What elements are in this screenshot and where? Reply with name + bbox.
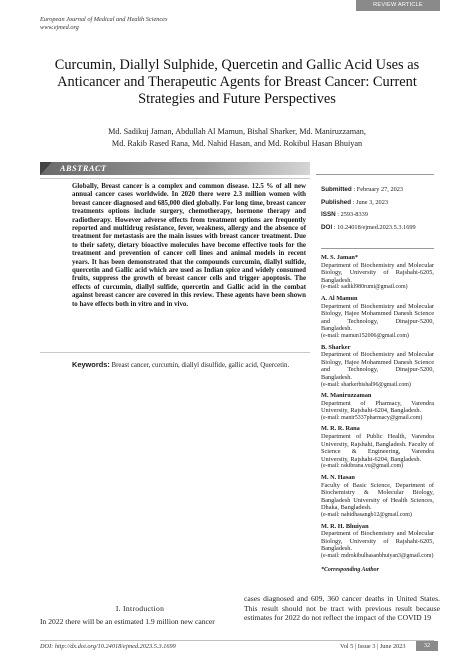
abstract-text: Globally, Breast cancer is a complex and common disease. 12.5 % of all new annual cancer cases worldwide. In 2020 there were 2.3 million women with breast cancer diagnosed and 685,000 died globally. For long time, breast cancer treatments options include surgery, chemotherapy, hormone therapy and radiotherapy. However adverse effects from treatment options are frequently reported and multidrug resistance, fever, weakness, allergy and the absence of treatment for metastasis are the main issues with breast cancer treatment. Due to their safety, dietary bioactive molecules have become effective tools for the treatment and prevention of cancer cell lines and animal models in recent years. It has been demonstrated that the compounds curcumin, diallyl sulfide, quercetin and Gallic acid which are used as Indian spice and widely consumed fruits, suppress the growth of breast cancer cells and trigger apoptosis. The effects of curcumin, diallyl sulfide, quercetin and Gallic acid in the combat against breast cancer are covered in this review. These agents have been shown to have effects both in vitro and in vivo.	[72, 183, 306, 308]
email-link[interactable]: (e-mail: sharkerbishal96@gmail.com)	[321, 381, 411, 388]
journal-header	[40, 16, 167, 32]
journal-name: European Journal of Medical and Health Sciences	[40, 16, 168, 23]
email-link[interactable]: (e-mail: mamun152006@gmail.com)	[321, 332, 409, 339]
keywords-label: Keywords:	[72, 360, 110, 369]
affiliation-item: M. S. Jaman* Department of Biochemistry and Molecular Biology, University of Rajshahi-6205, Bangladesh. (e-mail: sadikl980rumi@gmail.com)	[321, 254, 434, 291]
footer-volume: Vol 5 | Issue 3 | June 2023	[340, 643, 406, 650]
email-link[interactable]: (e-mail: rakibrana.vu@gmail.com)	[321, 463, 404, 470]
author-line: Md. Rakib Rased Rana, Md. Nahid Hasan, and Md. Rokibul Hasan Bhuiyan	[111, 139, 363, 148]
email-link[interactable]: (e-mail: mdrokibulhasanbhuiyan3@gmail.com)	[321, 552, 434, 559]
banner-corner	[40, 162, 52, 175]
date-row-issn: ISSN : 2593-8339	[321, 211, 368, 219]
affiliation-item: A. Al Mamun Department of Biochemistry and Molecular Biology, Hajee Mohammed Danesh Science and Technology, Dinajpur-5200, Bangladesh. (e-mail: mamun152006@gmail.com)	[321, 294, 434, 339]
section-heading-introduction: I. Introduction	[115, 604, 165, 613]
author-list	[60, 126, 414, 150]
email-link[interactable]: (e-mail: nahidhasangb12@gmail.com)	[321, 512, 412, 518]
sidebar-top-rule	[316, 162, 434, 175]
affiliation-item: B. Sharker Department of Biochemistry and Molecular Biology, Hajee Mohammed Danesh Science and Technology, Dinajpur-5200, Bangladesh. (e-mail: sharkerbishal96@gmail.com)	[321, 343, 434, 388]
journal-url[interactable]: www.ejmed.org	[40, 24, 79, 31]
date-row-doi[interactable]: DOI : 10.24018/ejmed.2023.5.3.1699	[321, 223, 416, 231]
page-number: 32	[416, 641, 438, 651]
affiliation-item: M. Maniruzzaman Department of Pharmacy, Varendra University, Rajshahi-6204, Bangladesh. (e-mail: manir5337pharmacy@gmail.com)	[321, 392, 434, 421]
date-row-submitted: Submitted : February 27, 2023	[321, 186, 404, 193]
email-link[interactable]: (e-mail: manir5337pharmacy@gmail.com)	[321, 414, 423, 421]
email-link[interactable]: (e-mail: sadikl980rumi@gmail.com)	[321, 284, 408, 291]
footer-doi-link[interactable]: DOI: http://dx.doi.org/10.24018/ejmed.2023.5.3.1699	[40, 643, 176, 650]
date-row-published: Published : June 3, 2023	[321, 198, 389, 206]
paper-title: Curcumin, Diallyl Sulphide, Quercetin and Gallic Acid Uses as Anticancer and Therapeutic Agents for Breast Cancer: Current Strategies and Future Perspectives	[54, 57, 420, 107]
affiliation-item: M. R. R. Rana Department of Public Health, Varendra University, Rajshahi, Bangladesh. Faculty of Science & Engineering, Varendra University, Rajshahi-6204, Bangladesh. (e-mail: rakibrana.vu@gmail.com)	[321, 425, 434, 470]
keywords-text: Breast cancer, curcumin, diallyl disulfide, gallic acid, Quercetin.	[111, 362, 290, 369]
corresponding-author-note: *Corresponding Author	[321, 566, 379, 573]
introduction-text: In 2022 there will be an estimated 1.9 million new cancer	[40, 617, 215, 626]
article-type-badge: REVIEW ARTICLE	[356, 0, 440, 11]
affiliation-item: M. R. H. Bhuiyan Department of Biochemistry and Molecular Biology, University of Rajshahi-6205, Bangladesh. (e-mail: mdrokibulhasanbhuiyan3@gmail.com)	[321, 522, 434, 559]
affiliation-item: M. N. Hasan Faculty of Basic Science, Department of Biochemistry & Molecular Biology, Bangladesh University of Health Sciences, Dhaka, Bangladesh. (e-mail: nahidhasangb12@gmail.com)	[321, 474, 434, 518]
sidebar-divider	[321, 248, 434, 249]
keywords	[72, 361, 308, 371]
author-affiliations	[321, 254, 434, 574]
column-two-text: cases diagnosed and 609, 360 cancer deaths in United States. This result should not be tract with previous result because estimates for 2022 do not reflect the impact of the COVID 19	[244, 594, 440, 623]
footer-rule	[40, 640, 434, 641]
author-line: Md. Sadikuj Jaman, Abdullah Al Mamun, Bishal Sharker, Md. Maniruzzaman,	[108, 127, 366, 136]
abstract-heading: ABSTRACT	[60, 164, 107, 173]
publication-dates	[321, 186, 435, 236]
